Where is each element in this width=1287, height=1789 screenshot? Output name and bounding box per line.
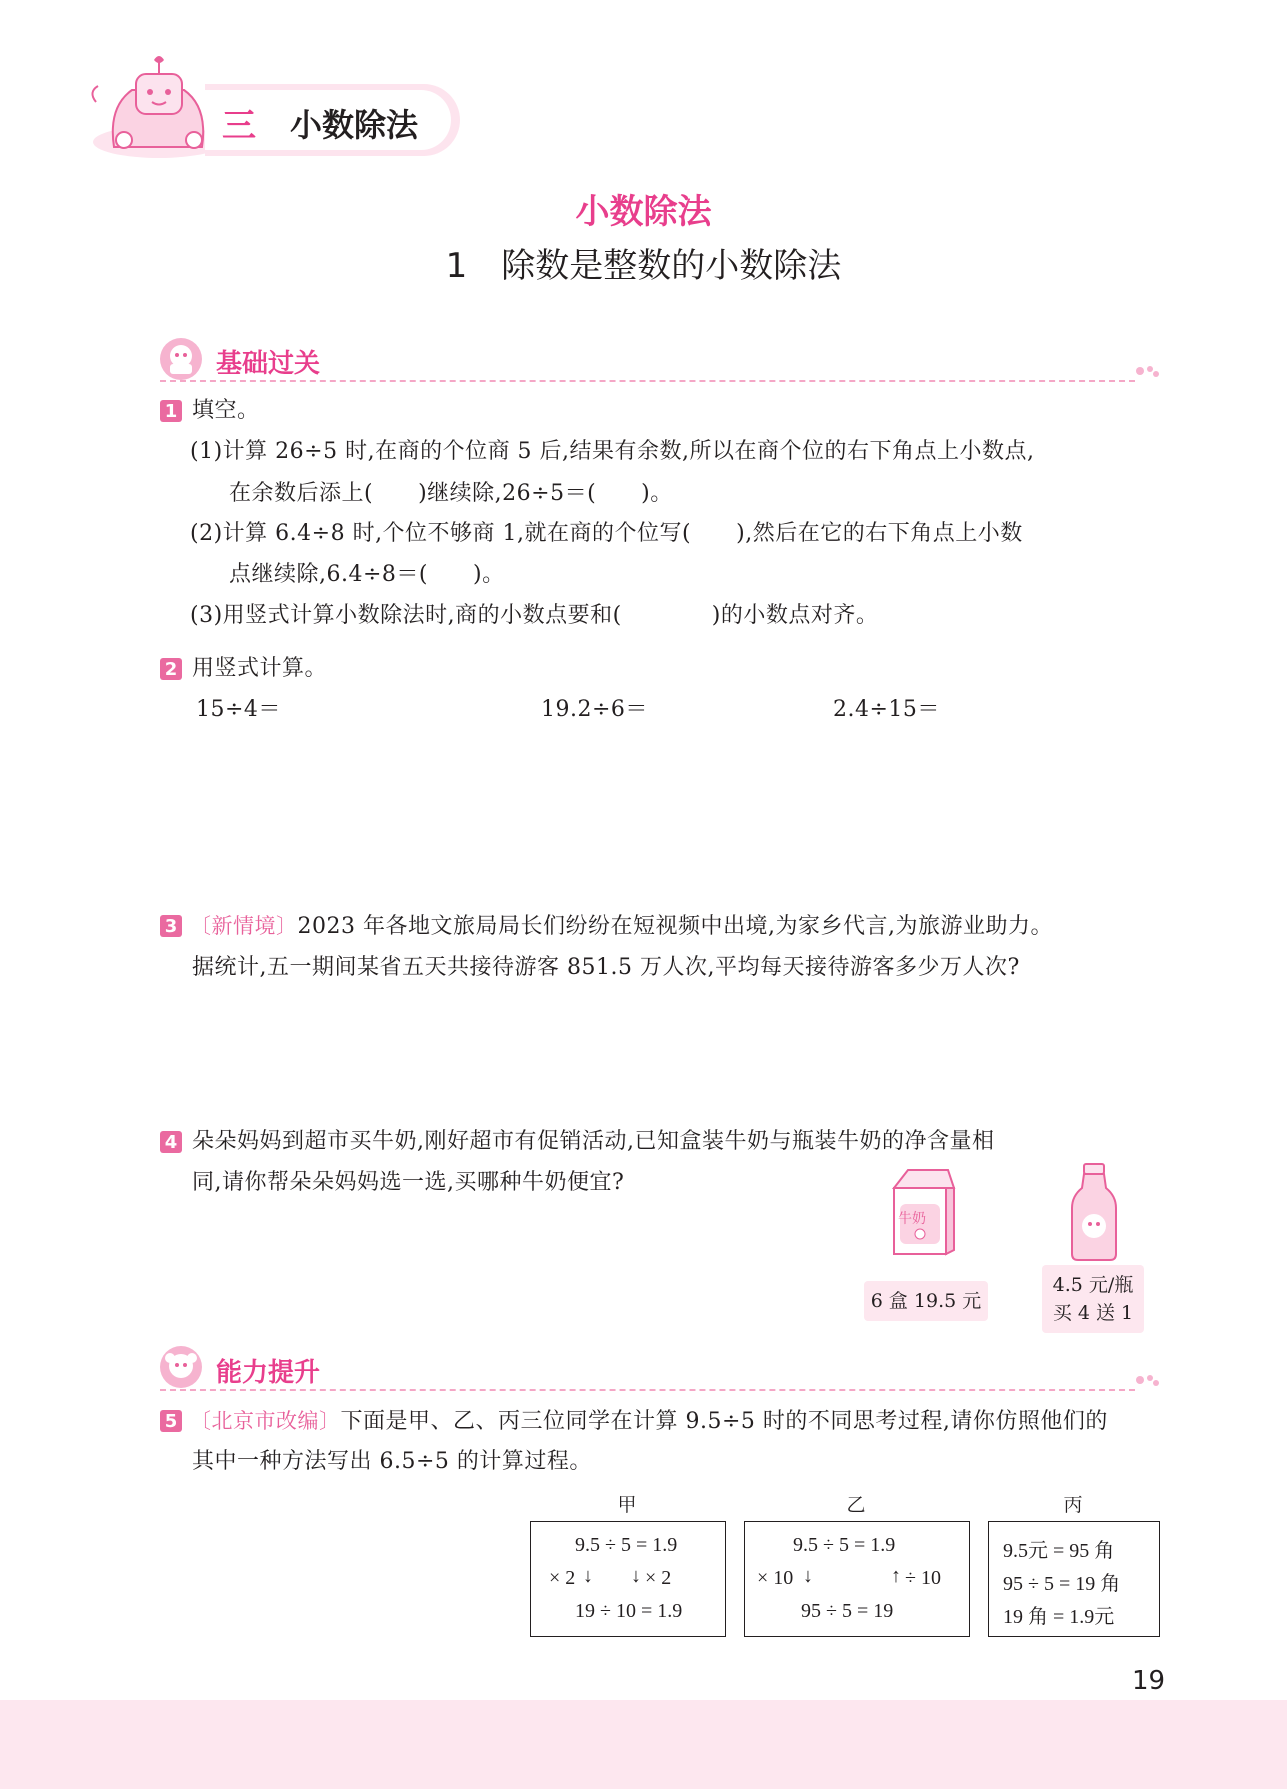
q4-line-1: 朵朵妈妈到超市买牛奶,刚好超市有促销活动,已知盒装牛奶与瓶装牛奶的净含量相 (192, 1129, 995, 1154)
jia-row-3: 19 ÷ 10 = 1.9 (575, 1600, 683, 1622)
jia-heading: 甲 (617, 1494, 637, 1516)
q3-number-badge: 3 (160, 915, 182, 937)
section-basic-icon (158, 336, 204, 382)
q5-line-1 (190, 1401, 1108, 1442)
jia-row-1: 9.5 ÷ 5 = 1.9 (575, 1534, 678, 1556)
bottle-price-line-2: 买 4 送 1 (1052, 1302, 1134, 1324)
q3-line-2: 据统计,五一期间某省五天共接待游客 851.5 万人次,平均每天接待游客多少万人次? (192, 955, 1020, 980)
page-number: 19 (1132, 1666, 1166, 1696)
section-basic-dots-icon (1134, 364, 1162, 378)
section-basic-divider (160, 380, 1135, 382)
q2-heading: 用竖式计算。 (192, 656, 328, 681)
q4-number-badge: 4 (160, 1131, 182, 1153)
q1-number-badge: 1 (160, 400, 182, 422)
q4-line-2: 同,请你帮朵朵妈妈选一选,买哪种牛奶便宜? (192, 1170, 625, 1195)
yi-row-3: 95 ÷ 5 = 19 (801, 1600, 894, 1622)
q1-line-1: (1)计算 26÷5 时,在商的个位商 5 后,结果有余数,所以在商个位的右下角点上小数点, (190, 439, 1035, 464)
q5-number-badge: 5 (160, 1410, 182, 1432)
lesson-title: 小数除法 (575, 192, 712, 232)
section-advanced-divider (160, 1389, 1135, 1391)
bottle-price-line-1: 4.5 元/瓶 (1052, 1274, 1134, 1296)
yi-row-1: 9.5 ÷ 5 = 1.9 (793, 1534, 896, 1556)
bing-method-box (988, 1521, 1160, 1637)
bing-row-1: 9.5元 = 95 角 (1003, 1540, 1115, 1562)
jia-row-2a: × 2 (549, 1567, 576, 1589)
q3-line-1-text: 2023 年各地文旅局局长们纷纷在短视频中出境,为家乡代言,为旅游业助力。 (297, 914, 1053, 939)
bottle-milk-price (1042, 1265, 1144, 1333)
chapter-number: 三 (222, 106, 256, 146)
yi-arrow-down-icon: ↓ (803, 1565, 813, 1587)
jia-arrow-right-icon: ↓ (631, 1565, 641, 1587)
q5-tag: 〔北京市改编〕 (190, 1409, 341, 1433)
q1-line-5: (3)用竖式计算小数除法时,商的小数点要和( )的小数点对齐。 (190, 603, 879, 628)
section-advanced-dots-icon (1134, 1373, 1162, 1387)
box-milk-price: 6 盒 19.5 元 (864, 1281, 988, 1321)
yi-arrow-up-icon: ↑ (891, 1565, 901, 1587)
footer-band (0, 1700, 1287, 1789)
q1-line-2: 在余数后添上( )继续除,26÷5＝( )。 (229, 481, 673, 506)
bing-row-2: 95 ÷ 5 = 19 角 (1003, 1573, 1121, 1595)
milk-carton-label: 牛奶 (898, 1211, 926, 1227)
yi-row-2b: ÷ 10 (905, 1567, 941, 1589)
jia-row-2b: × 2 (645, 1567, 672, 1589)
yi-heading: 乙 (846, 1494, 866, 1516)
section-advanced-label: 能力提升 (216, 1358, 321, 1388)
yi-method-box (744, 1521, 970, 1637)
q1-line-3: (2)计算 6.4÷8 时,个位不够商 1,就在商的个位写( ),然后在它的右下角点上小数 (190, 521, 1023, 546)
section-basic-label: 基础过关 (216, 349, 321, 379)
section-advanced-icon (158, 1344, 204, 1390)
q2-expr-2: 19.2÷6＝ (541, 697, 648, 722)
q3-line-1 (190, 906, 1053, 947)
jia-method-box (530, 1521, 726, 1637)
q5-line-2: 其中一种方法写出 6.5÷5 的计算过程。 (192, 1449, 592, 1474)
q1-heading: 填空。 (192, 398, 260, 423)
q2-expr-1: 15÷4＝ (196, 697, 281, 722)
bing-row-3: 19 角 = 1.9元 (1003, 1606, 1115, 1628)
milk-bottle-icon (1068, 1162, 1120, 1262)
q3-tag: 〔新情境〕 (190, 914, 298, 938)
q5-line-1-text: 下面是甲、乙、丙三位同学在计算 9.5÷5 时的不同思考过程,请你仿照他们的 (340, 1409, 1108, 1434)
lesson-subtitle: 1 除数是整数的小数除法 (445, 246, 842, 286)
bing-heading: 丙 (1063, 1494, 1083, 1516)
chapter-title: 小数除法 (290, 106, 419, 144)
q1-line-4: 点继续除,6.4÷8＝( )。 (229, 562, 505, 587)
q2-expr-3: 2.4÷15＝ (833, 697, 940, 722)
jia-arrow-left-icon: ↓ (583, 1565, 593, 1587)
yi-row-2a: × 10 (757, 1567, 794, 1589)
q2-number-badge: 2 (160, 658, 182, 680)
